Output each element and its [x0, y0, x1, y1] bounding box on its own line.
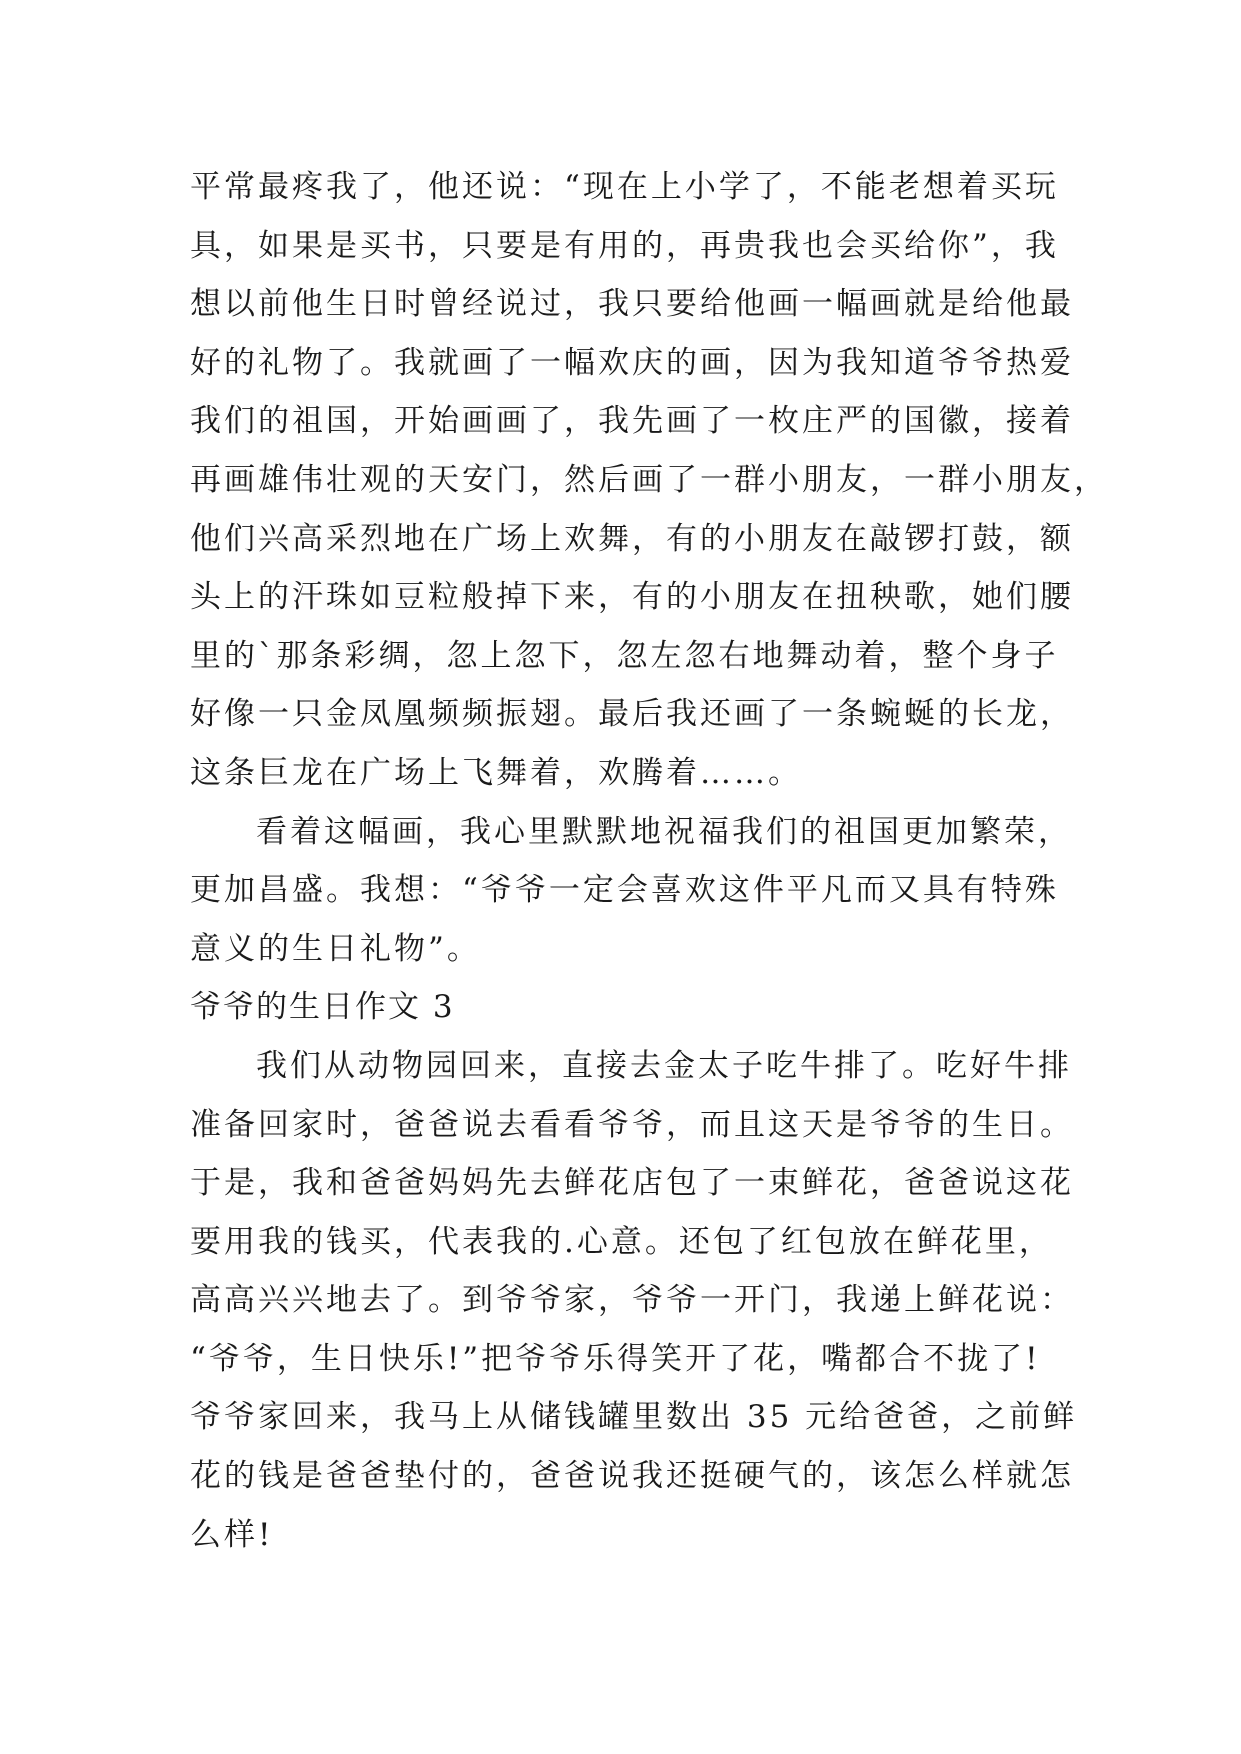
text-line: 再画雄伟壮观的天安门，然后画了一群小朋友，一群小朋友， — [190, 461, 1108, 498]
paragraph-continued — [190, 158, 1108, 803]
text-line: 他们兴高采烈地在广场上欢舞，有的小朋友在敲锣打鼓，额 — [190, 520, 1074, 557]
text-line: 想以前他生日时曾经说过，我只要给他画一幅画就是给他最 — [190, 286, 1074, 323]
text-line: 看着这幅画，我心里默默地祝福我们的祖国更加繁荣， — [256, 813, 1072, 850]
document-body — [190, 158, 1108, 1564]
text-line: 准备回家时，爸爸说去看看爷爷，而且这天是爷爷的生日。 — [190, 1106, 1074, 1143]
text-line: 更加昌盛。我想：“爷爷一定会喜欢这件平凡而又具有特殊 — [190, 872, 1059, 909]
text-line: 这条巨龙在广场上飞舞着，欢腾着……。 — [190, 754, 802, 791]
text-line: 好的礼物了。我就画了一幅欢庆的画，因为我知道爷爷热爱 — [190, 344, 1074, 381]
text-line: 具，如果是买书，只要是有用的，再贵我也会买给你”，我 — [190, 227, 1059, 264]
text-line: 头上的汗珠如豆粒般掉下来，有的小朋友在扭秧歌，她们腰 — [190, 579, 1074, 616]
text-line: 花的钱是爸爸垫付的，爸爸说我还挺硬气的，该怎么样就怎 — [190, 1458, 1074, 1495]
text-line: 于是，我和爸爸妈妈先去鲜花店包了一束鲜花，爸爸说这花 — [190, 1165, 1074, 1202]
essay-heading: 爷爷的生日作文 3 — [190, 989, 455, 1026]
text-line: “爷爷，生日快乐!”把爷爷乐得笑开了花，嘴都合不拢了! — [190, 1340, 1041, 1377]
text-line: 么样! — [190, 1516, 274, 1553]
text-line: 平常最疼我了，他还说：“现在上小学了，不能老想着买玩 — [190, 169, 1059, 205]
paragraph-blessing — [190, 803, 1070, 979]
paragraph-essay-3 — [190, 1037, 1078, 1564]
text-line: 高高兴兴地去了。到爷爷家，爷爷一开门，我递上鲜花说： — [190, 1282, 1074, 1319]
text-line: 爷爷家回来，我马上从储钱罐里数出 35 元给爸爸，之前鲜 — [190, 1399, 1078, 1436]
text-line: 我们的祖国，开始画画了，我先画了一枚庄严的国徽，接着 — [190, 403, 1074, 440]
text-line: 好像一只金凤凰频频振翅。最后我还画了一条蜿蜒的长龙， — [190, 696, 1074, 733]
text-line: 意义的生日礼物”。 — [190, 930, 481, 967]
text-line: 我们从动物园回来，直接去金太子吃牛排了。吃好牛排 — [256, 1047, 1072, 1084]
text-line: 里的`那条彩绸，忽上忽下，忽左忽右地舞动着，整个身子 — [190, 637, 1059, 674]
text-line: 要用我的钱买，代表我的.心意。还包了红包放在鲜花里， — [190, 1223, 1053, 1260]
